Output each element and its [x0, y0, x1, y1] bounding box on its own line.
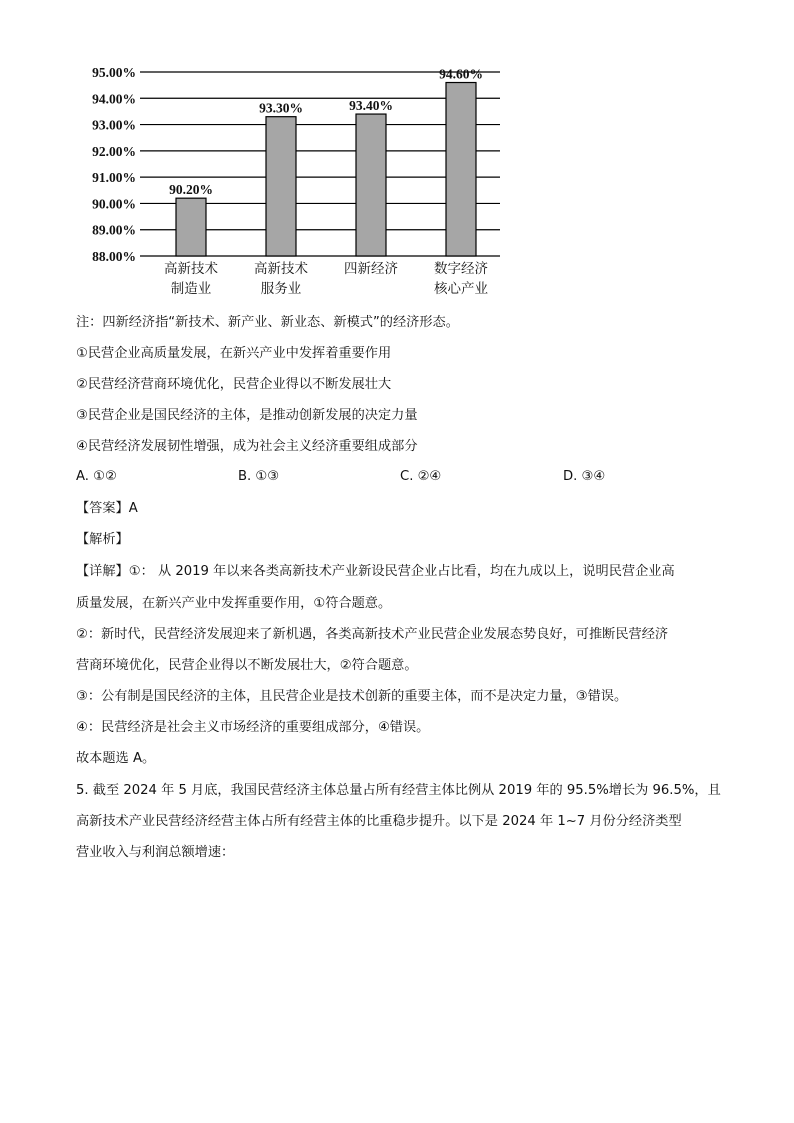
- bar-chart: [70, 60, 510, 300]
- question-5-line: 5. 截至 2024 年 5 月底，我国民营经济主体总量占所有经营主体比例从 2019 年的 95.5%增长为 96.5%，且: [76, 783, 721, 798]
- y-tick-label: 93.00%: [92, 117, 136, 133]
- statement-2: ②民营经济营商环境优化，民营企业得以不断发展壮大: [76, 377, 392, 392]
- y-tick-label: 90.00%: [92, 196, 136, 212]
- bar-data-label: 93.40%: [349, 98, 393, 114]
- y-axis-tick-labels: [92, 65, 136, 264]
- question-5-line: 营业收入与利润总额增速：: [76, 845, 235, 860]
- bar-data-label: 90.20%: [169, 182, 213, 198]
- option-a: A. ①②: [76, 469, 117, 484]
- bar: [446, 83, 476, 256]
- explanation-line: ③：公有制是国民经济的主体，且民营企业是技术创新的重要主体，而不是决定力量，③错误。: [76, 689, 628, 704]
- bar: [176, 198, 206, 256]
- chart-note: 注：四新经济指“新技术、新产业、新业态、新模式”的经济形态。: [76, 315, 459, 330]
- bar: [266, 117, 296, 256]
- explanation-line: ②：新时代，民营经济发展迎来了新机遇，各类高新技术产业民营企业发展态势良好，可推断民营经济: [76, 627, 669, 642]
- y-tick-label: 94.00%: [92, 91, 136, 107]
- option-d: D. ③④: [563, 469, 606, 484]
- category-label: 高新技术: [164, 261, 218, 277]
- explanation-line: ④：民营经济是社会主义市场经济的重要组成部分，④错误。: [76, 720, 430, 735]
- answer-options: [76, 469, 726, 489]
- statement-1: ①民营企业高质量发展，在新兴产业中发挥着重要作用: [76, 346, 392, 361]
- option-c: C. ②④: [400, 469, 442, 484]
- category-label: 制造业: [170, 281, 212, 297]
- bar: [356, 114, 386, 256]
- question-5-line: 高新技术产业民营经济经营主体占所有经营主体的比重稳步提升。以下是 2024 年 1~7 月份分经济类型: [76, 814, 682, 829]
- y-tick-label: 88.00%: [92, 249, 136, 264]
- statement-4: ④民营经济发展韧性增强，成为社会主义经济重要组成部分: [76, 439, 418, 454]
- y-tick-label: 92.00%: [92, 143, 136, 159]
- category-label: 四新经济: [344, 261, 398, 277]
- answer: 【答案】A: [76, 501, 138, 516]
- explanation-line: 【详解】①： 从 2019 年以来各类高新技术产业新设民营企业占比看，均在九成以上，说明民营企业高: [76, 564, 675, 579]
- explanation-line: 质量发展，在新兴产业中发挥重要作用，①符合题意。: [76, 596, 392, 611]
- category-label: 服务业: [260, 281, 302, 297]
- analysis-heading: 【解析】: [76, 532, 129, 547]
- option-b: B. ①③: [238, 469, 280, 484]
- category-label: 数字经济: [434, 261, 488, 277]
- explanation-line: 营商环境优化，民营企业得以不断发展壮大，②符合题意。: [76, 658, 418, 673]
- statement-3: ③民营企业是国民经济的主体，是推动创新发展的决定力量: [76, 408, 418, 423]
- conclusion: 故本题选 A。: [76, 751, 156, 766]
- bar-data-label: 93.30%: [259, 100, 303, 116]
- bar-data-label: 94.60%: [439, 66, 483, 82]
- y-tick-label: 89.00%: [92, 222, 136, 238]
- category-label: 核心产业: [434, 281, 488, 297]
- y-tick-label: 91.00%: [92, 170, 136, 186]
- y-tick-label: 95.00%: [92, 65, 136, 80]
- category-label: 高新技术: [254, 261, 308, 277]
- x-axis-category-labels: [164, 260, 488, 297]
